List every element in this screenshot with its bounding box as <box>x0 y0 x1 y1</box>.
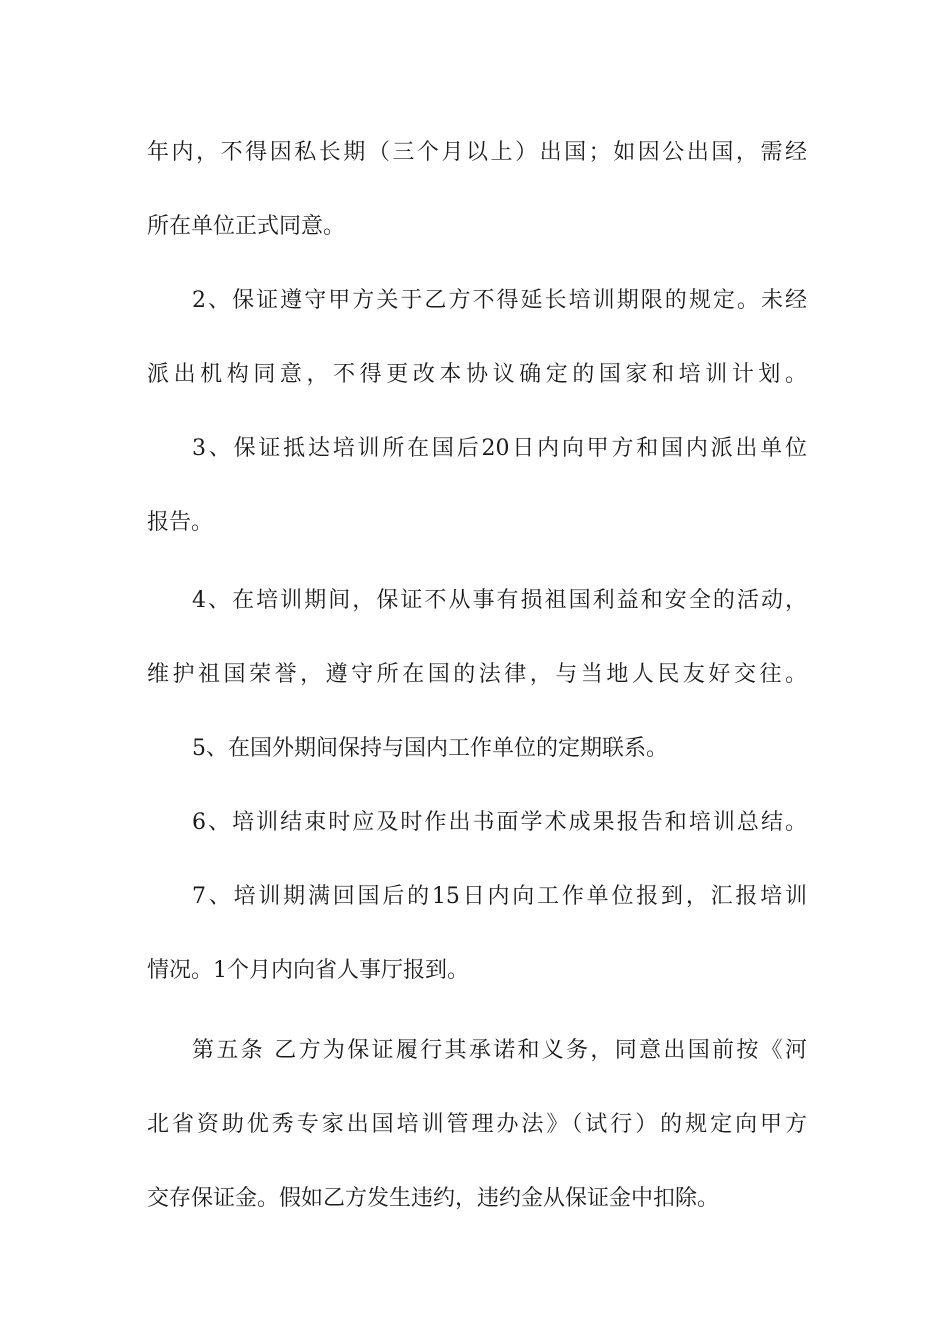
text-line: 情况。1个月内向省人事厅报到。 <box>147 958 469 983</box>
text-line: 年内，不得因私长期（三个月以上）出国；如因公出国，需经 <box>147 140 807 165</box>
text-line: 6、培训结束时应及时作出书面学术成果报告和培训总结。 <box>192 810 807 835</box>
text-line: 所在单位正式同意。 <box>147 214 346 239</box>
text-line: 维护祖国荣誉，遵守所在国的法律，与当地人民友好交往。 <box>147 662 807 687</box>
text-line: 3、保证抵达培训所在国后20日内向甲方和国内派出单位 <box>192 436 807 461</box>
text-line: 报告。 <box>147 510 214 535</box>
text-line: 2、保证遵守甲方关于乙方不得延长培训期限的规定。未经 <box>192 288 807 313</box>
text-line: 交存保证金。假如乙方发生违约，违约金从保证金中扣除。 <box>147 1186 720 1211</box>
text-line: 4、在培训期间，保证不从事有损祖国利益和安全的活动， <box>192 588 807 613</box>
text-line: 第五条 乙方为保证履行其承诺和义务，同意出国前按《河 <box>192 1038 807 1063</box>
text-line: 派出机构同意，不得更改本协议确定的国家和培训计划。 <box>147 362 807 387</box>
text-line: 5、在国外期间保持与国内工作单位的定期联系。 <box>192 736 668 761</box>
text-line: 7、培训期满回国后的15日内向工作单位报到，汇报培训 <box>192 884 807 909</box>
text-line: 北省资助优秀专家出国培训管理办法》（试行）的规定向甲方 <box>147 1112 807 1137</box>
